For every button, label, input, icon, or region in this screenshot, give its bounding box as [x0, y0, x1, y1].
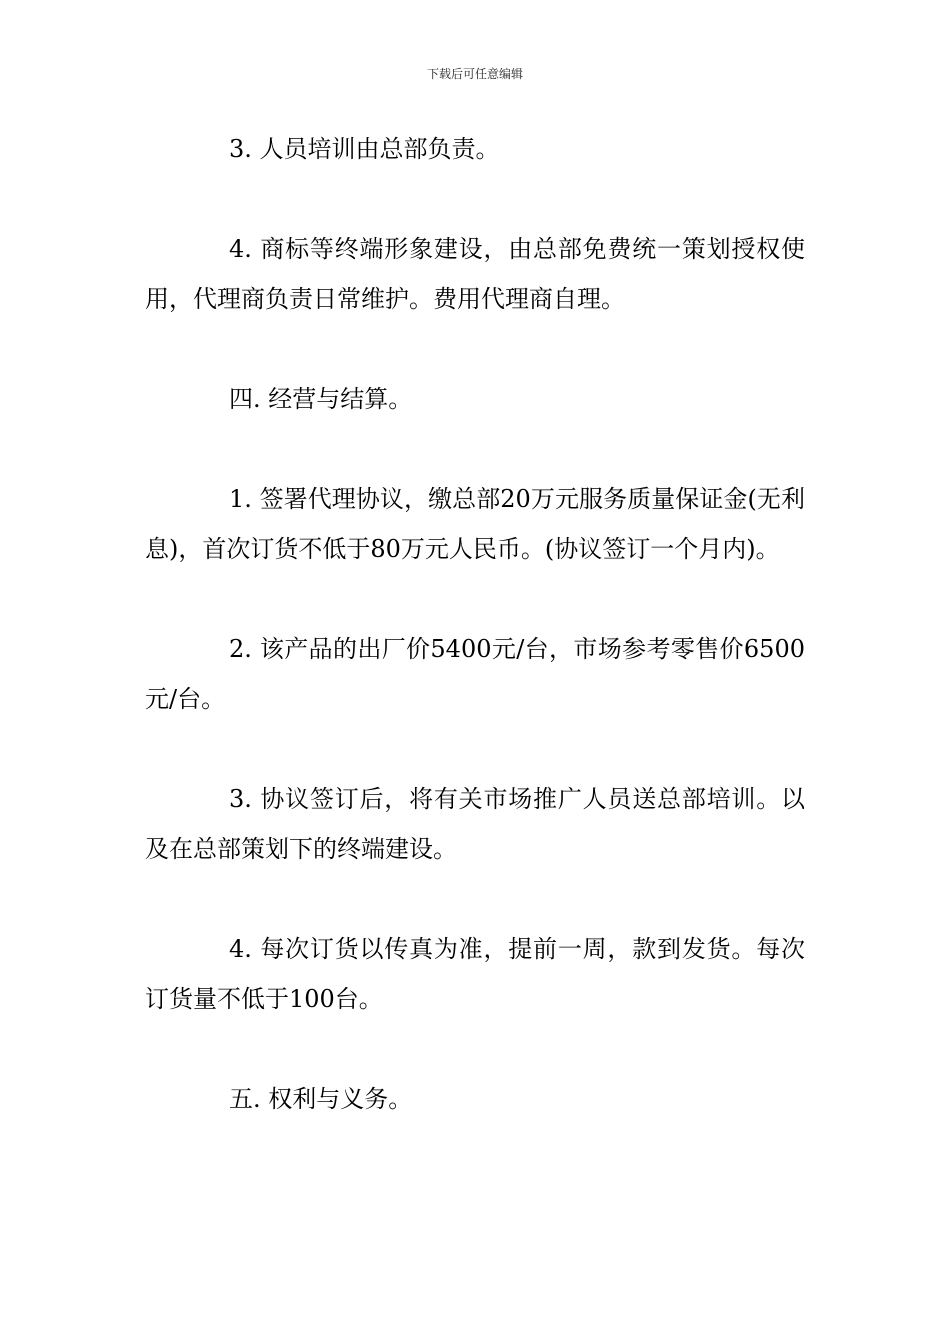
- paragraph-price: 2. 该产品的出厂价5400元/台，市场参考零售价6500元/台。: [145, 635, 805, 713]
- paragraph-promotion: 3. 协议签订后，将有关市场推广人员送总部培训。以及在总部策划下的终端建设。: [145, 785, 805, 863]
- document-body: [145, 124, 805, 1174]
- paragraph-trademark: 4. 商标等终端形象建设，由总部免费统一策划授权使用，代理商负责日常维护。费用代理商自理。: [145, 235, 805, 313]
- section-heading-operation: 四. 经营与结算。: [229, 385, 413, 413]
- paragraph-training: 3. 人员培训由总部负责。: [229, 135, 500, 163]
- page-header: 下载后可任意编辑: [426, 67, 523, 81]
- paragraph-order: 4. 每次订货以传真为准，提前一周，款到发货。每次订货量不低于100台。: [145, 935, 805, 1013]
- section-heading-rights: 五. 权利与义务。: [229, 1085, 413, 1113]
- paragraph-agreement: 1. 签署代理协议，缴总部20万元服务质量保证金(无利息)，首次订货不低于80万元人民币。(协议签订一个月内)。: [145, 485, 805, 563]
